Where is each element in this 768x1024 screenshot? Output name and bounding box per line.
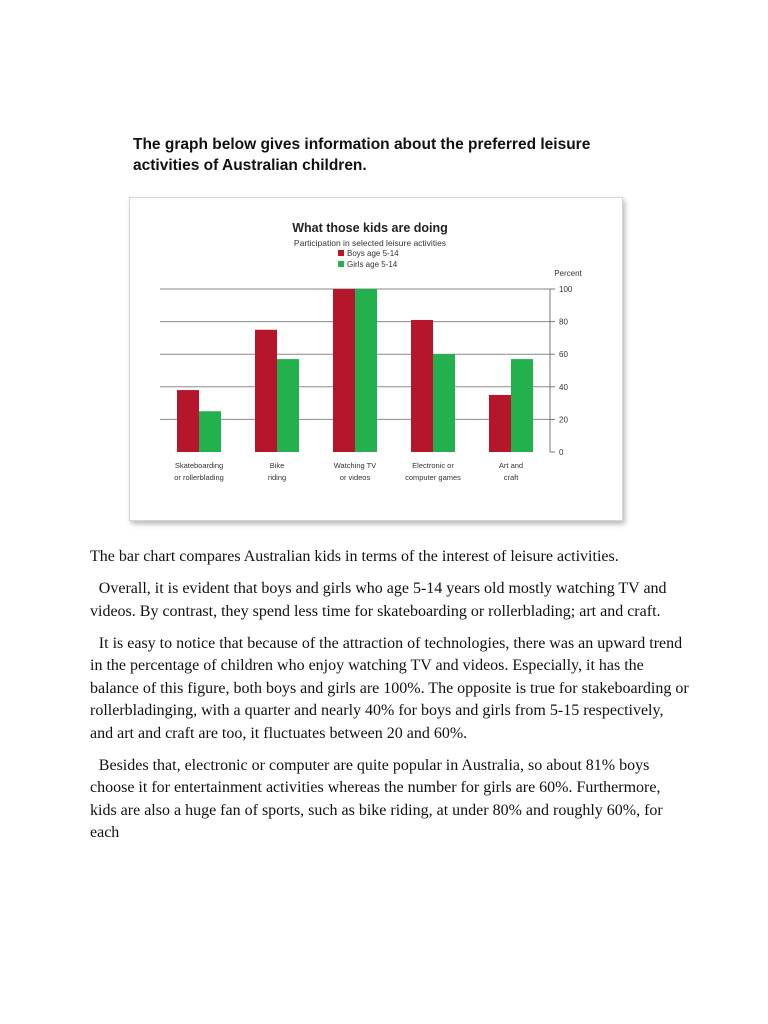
- essay-body: [90, 546, 690, 854]
- legend-label: Boys age 5-14: [347, 249, 399, 258]
- bar-boys: [255, 330, 277, 452]
- y-axis-ticks: [550, 285, 573, 457]
- bar-boys: [489, 395, 511, 452]
- y-tick-label: 40: [559, 382, 568, 392]
- bar-boys: [333, 289, 355, 452]
- essay-paragraph-body-2: Besides that, electronic or computer are quite popular in Australia, so about 81% boys choose it for entertainment activities whereas the number for girls are 60%. Furthermore, kids are also a huge fan of sports, such as bike riding, at under 80% and roughly 60%, for each: [90, 756, 663, 841]
- y-tick-label: 100: [559, 285, 573, 294]
- chart-title: What those kids are doing: [292, 221, 448, 235]
- assignment-heading: The graph below gives information about the preferred leisure activities of Australian children.: [133, 136, 591, 174]
- y-tick-label: 0: [559, 448, 564, 457]
- bars: [177, 289, 533, 452]
- x-category-label: Watching TV or videos: [333, 461, 377, 482]
- y-tick-label: 60: [559, 350, 568, 360]
- y-tick-label: 80: [559, 317, 568, 327]
- essay-paragraph-body-1: It is easy to notice that because of the attraction of technologies, there was an upward trend in the percentage of children who enjoy watching TV and videos. Especially, it has the balance of this figure, both boys and girls are 100%. The opposite is true for stakeboarding or rollerbladinging, with a quarter and nearly 40% for boys and girls from 5-15 respectively, and art and craft are too, it fluctuates between 20 and 60%.: [90, 634, 689, 742]
- bar-boys: [411, 320, 433, 452]
- bar-chart: [130, 198, 622, 520]
- chart-legend: [338, 249, 399, 269]
- x-category-label: Bike riding: [267, 461, 287, 482]
- x-axis-labels: [174, 461, 523, 482]
- bar-girls: [355, 289, 377, 452]
- chart-subtitle: Participation in selected leisure activities: [293, 238, 447, 248]
- legend-swatch: [338, 250, 344, 256]
- x-category-label: Skateboarding or rollerblading: [174, 461, 224, 482]
- x-category-label: Art and craft: [498, 461, 524, 482]
- bar-girls: [277, 359, 299, 452]
- bar-chart-figure: [129, 197, 623, 521]
- x-category-label: Electronic or computer games: [405, 461, 461, 482]
- essay-paragraph-overview: Overall, it is evident that boys and girls who age 5-14 years old mostly watching TV and videos. By contrast, they spend less time for skateboarding or rollerblading; art and craft.: [90, 580, 667, 620]
- y-tick-label: 20: [559, 415, 568, 425]
- essay-paragraph-intro: The bar chart compares Australian kids in terms of the interest of leisure activities.: [90, 548, 619, 565]
- legend-swatch: [338, 261, 344, 267]
- bar-girls: [511, 359, 533, 452]
- bar-girls: [433, 354, 455, 452]
- bar-boys: [177, 390, 199, 452]
- y-axis-label: Percent: [554, 269, 582, 278]
- legend-label: Girls age 5-14: [347, 260, 398, 269]
- bar-girls: [199, 411, 221, 452]
